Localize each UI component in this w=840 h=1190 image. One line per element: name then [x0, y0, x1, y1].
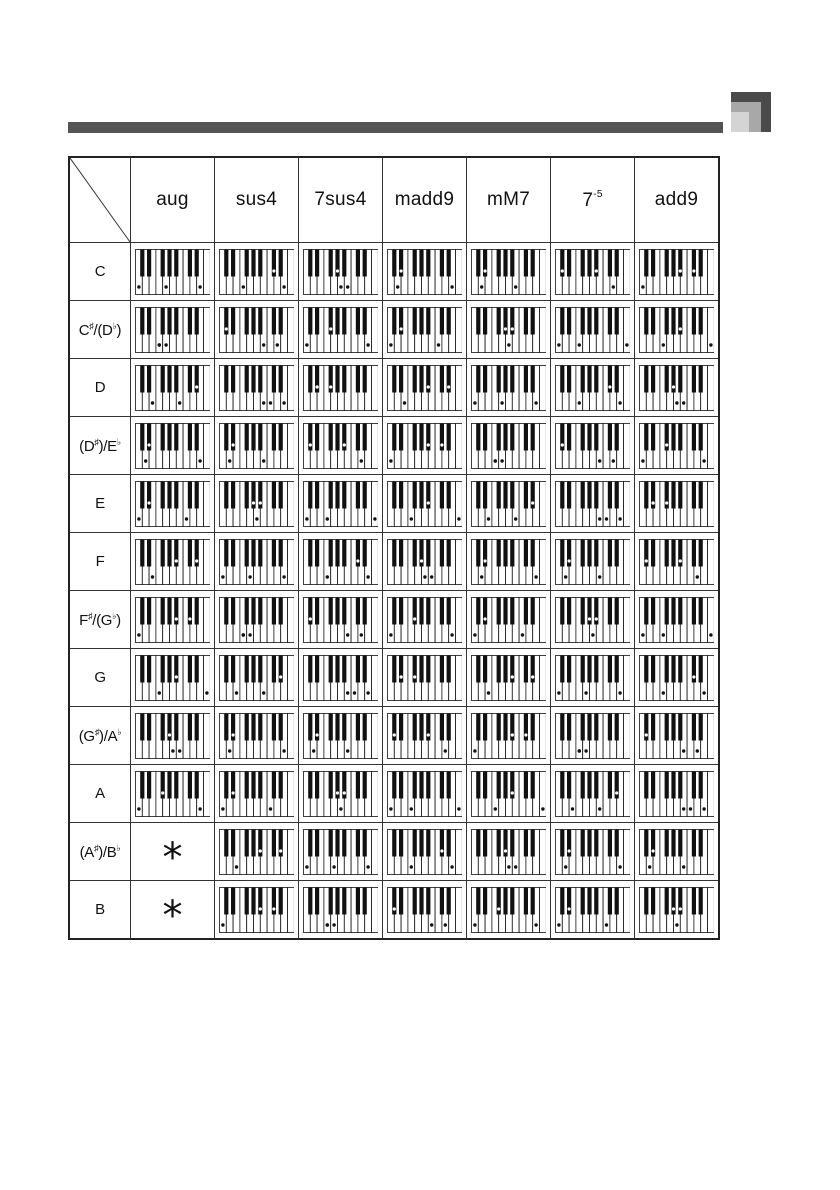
piano-keyboard-icon	[387, 365, 463, 411]
chord-row	[69, 417, 719, 475]
piano-keyboard-icon	[387, 771, 463, 817]
chord-cell	[131, 649, 215, 707]
chord-cell	[299, 243, 383, 301]
row-header	[69, 243, 131, 301]
piano-keyboard-icon	[471, 423, 547, 469]
accidental-symbol: ♯	[93, 842, 99, 853]
piano-keyboard-icon	[303, 423, 379, 469]
chord-row	[69, 823, 719, 881]
piano-keyboard-icon	[303, 597, 379, 643]
chord-cell	[551, 765, 635, 823]
chord-row	[69, 881, 719, 940]
column-header-superscript: -5	[593, 188, 603, 200]
piano-keyboard-icon	[471, 829, 547, 875]
chord-cell	[383, 417, 467, 475]
piano-keyboard-icon	[471, 655, 547, 701]
piano-keyboard-icon	[639, 713, 715, 759]
piano-keyboard-icon	[639, 597, 715, 643]
chord-cell	[467, 359, 551, 417]
chord-cell	[215, 649, 299, 707]
chord-cell	[551, 707, 635, 765]
row-header	[69, 707, 131, 765]
row-header-label: (A	[79, 843, 94, 861]
chord-cell	[551, 243, 635, 301]
piano-keyboard-icon	[303, 481, 379, 527]
chord-cell	[215, 533, 299, 591]
column-header-label: sus4	[235, 189, 278, 210]
chord-cell	[467, 591, 551, 649]
row-header-label: G	[94, 669, 106, 686]
chord-cell	[551, 359, 635, 417]
piano-keyboard-icon	[555, 713, 631, 759]
piano-keyboard-icon	[471, 887, 547, 933]
row-header	[69, 765, 131, 823]
chord-cell	[467, 881, 551, 940]
not-available-star: *	[162, 893, 183, 939]
chord-cell	[299, 707, 383, 765]
chord-cell	[635, 765, 720, 823]
piano-keyboard-icon	[219, 365, 295, 411]
piano-keyboard-icon	[219, 713, 295, 759]
chord-cell	[215, 881, 299, 940]
row-header	[69, 649, 131, 707]
row-header-label: )	[116, 611, 121, 629]
chord-cell	[383, 243, 467, 301]
piano-keyboard-icon	[555, 655, 631, 701]
chord-cell	[467, 475, 551, 533]
chord-cell	[383, 475, 467, 533]
chord-cell	[215, 475, 299, 533]
chord-cell	[299, 823, 383, 881]
row-header-label: /(D	[93, 321, 113, 339]
piano-keyboard-icon	[471, 481, 547, 527]
piano-keyboard-icon	[639, 771, 715, 817]
row-header-label: B	[95, 901, 105, 918]
piano-keyboard-icon	[387, 655, 463, 701]
column-header	[551, 157, 635, 243]
piano-keyboard-icon	[303, 771, 379, 817]
chord-cell	[383, 881, 467, 940]
accidental-symbol: ♭	[112, 610, 117, 621]
chord-cell	[131, 417, 215, 475]
column-header	[299, 157, 383, 243]
row-header-label: D	[94, 379, 106, 396]
header-bar	[68, 122, 723, 133]
chord-cell	[131, 823, 215, 881]
not-available-star: *	[162, 835, 183, 881]
piano-keyboard-icon	[135, 655, 211, 701]
chord-table	[68, 156, 720, 940]
piano-keyboard-icon	[303, 307, 379, 353]
row-header	[69, 591, 131, 649]
accidental-symbol: ♭	[112, 320, 117, 331]
piano-keyboard-icon	[555, 597, 631, 643]
chord-cell	[635, 649, 720, 707]
piano-keyboard-icon	[555, 365, 631, 411]
piano-keyboard-icon	[219, 249, 295, 295]
piano-keyboard-icon	[303, 713, 379, 759]
accidental-symbol: ♭	[116, 436, 121, 447]
chord-row	[69, 707, 719, 765]
chord-cell	[131, 765, 215, 823]
chord-row	[69, 243, 719, 301]
chord-cell	[383, 765, 467, 823]
piano-keyboard-icon	[303, 887, 379, 933]
chord-cell	[551, 823, 635, 881]
chord-cell	[383, 301, 467, 359]
row-header-label: )/A	[99, 727, 118, 745]
chord-cell	[551, 417, 635, 475]
row-header	[69, 823, 131, 881]
chord-cell	[215, 591, 299, 649]
piano-keyboard-icon	[639, 539, 715, 585]
piano-keyboard-icon	[219, 423, 295, 469]
chord-cell	[299, 591, 383, 649]
piano-keyboard-icon	[387, 887, 463, 933]
column-header	[215, 157, 299, 243]
piano-keyboard-icon	[471, 539, 547, 585]
piano-keyboard-icon	[555, 249, 631, 295]
chord-cell	[215, 301, 299, 359]
piano-keyboard-icon	[639, 423, 715, 469]
row-header-label: )/E	[98, 437, 117, 455]
piano-keyboard-icon	[135, 365, 211, 411]
row-header	[69, 533, 131, 591]
chord-cell	[383, 649, 467, 707]
column-header	[635, 157, 720, 243]
chord-cell	[299, 765, 383, 823]
piano-keyboard-icon	[135, 539, 211, 585]
row-header-label: )/B	[98, 843, 117, 861]
chord-cell	[383, 823, 467, 881]
corner-tab-icon	[731, 92, 771, 132]
row-header	[69, 475, 131, 533]
chord-cell	[551, 649, 635, 707]
column-header-label: 7	[582, 189, 594, 211]
piano-keyboard-icon	[639, 365, 715, 411]
chord-cell	[299, 533, 383, 591]
piano-keyboard-icon	[639, 249, 715, 295]
row-header	[69, 359, 131, 417]
piano-keyboard-icon	[135, 307, 211, 353]
corner-cell	[69, 157, 131, 243]
chord-cell	[635, 417, 720, 475]
row-header-label: C	[94, 263, 106, 280]
accidental-symbol: ♭	[117, 726, 122, 737]
piano-keyboard-icon	[471, 249, 547, 295]
chord-cell	[635, 823, 720, 881]
chord-cell	[467, 417, 551, 475]
chord-cell	[467, 707, 551, 765]
chord-cell	[635, 533, 720, 591]
chord-cell	[131, 591, 215, 649]
chord-row	[69, 591, 719, 649]
chord-cell	[131, 359, 215, 417]
piano-keyboard-icon	[135, 713, 211, 759]
piano-keyboard-icon	[387, 597, 463, 643]
diagonal-divider-icon	[70, 158, 130, 242]
row-header	[69, 301, 131, 359]
chord-cell	[467, 765, 551, 823]
piano-keyboard-icon	[639, 655, 715, 701]
column-header-label: 7sus4	[314, 189, 367, 210]
chord-cell	[131, 533, 215, 591]
piano-keyboard-icon	[471, 597, 547, 643]
chord-cell	[299, 301, 383, 359]
piano-keyboard-icon	[303, 249, 379, 295]
chord-cell	[299, 475, 383, 533]
row-header-label: (G	[78, 727, 95, 745]
chord-cell	[215, 417, 299, 475]
accidental-symbol: ♯	[89, 320, 94, 331]
piano-keyboard-icon	[555, 829, 631, 875]
column-header-label: madd9	[394, 189, 455, 210]
chord-cell	[551, 881, 635, 940]
piano-keyboard-icon	[387, 307, 463, 353]
piano-keyboard-icon	[219, 887, 295, 933]
piano-keyboard-icon	[303, 539, 379, 585]
chord-cell	[635, 243, 720, 301]
piano-keyboard-icon	[471, 307, 547, 353]
row-header	[69, 881, 131, 940]
chord-cell	[635, 591, 720, 649]
chord-cell	[299, 649, 383, 707]
chord-cell	[551, 475, 635, 533]
chord-cell	[131, 881, 215, 940]
row-header-label: (D	[79, 437, 95, 455]
row-header-label: F	[95, 553, 105, 570]
row-header-label: F	[79, 611, 89, 629]
chord-cell	[383, 591, 467, 649]
piano-keyboard-icon	[639, 481, 715, 527]
piano-keyboard-icon	[555, 887, 631, 933]
chord-cell	[635, 881, 720, 940]
chord-cell	[467, 649, 551, 707]
piano-keyboard-icon	[387, 481, 463, 527]
column-header	[467, 157, 551, 243]
piano-keyboard-icon	[387, 249, 463, 295]
row-header-label: )	[116, 321, 122, 339]
chord-cell	[215, 823, 299, 881]
chord-cell	[215, 707, 299, 765]
chord-cell	[551, 591, 635, 649]
chord-row	[69, 765, 719, 823]
piano-keyboard-icon	[471, 365, 547, 411]
piano-keyboard-icon	[135, 771, 211, 817]
piano-keyboard-icon	[639, 307, 715, 353]
chord-row	[69, 301, 719, 359]
chord-cell	[383, 707, 467, 765]
chord-cell	[383, 359, 467, 417]
piano-keyboard-icon	[135, 597, 211, 643]
column-header-label: mM7	[486, 189, 531, 210]
piano-keyboard-icon	[555, 481, 631, 527]
chord-row	[69, 649, 719, 707]
piano-keyboard-icon	[135, 249, 211, 295]
piano-keyboard-icon	[219, 539, 295, 585]
chord-row	[69, 359, 719, 417]
chord-cell	[131, 707, 215, 765]
column-header-label: add9	[654, 189, 699, 210]
chord-cell	[635, 707, 720, 765]
chord-cell	[467, 533, 551, 591]
chord-cell	[131, 475, 215, 533]
column-header-label: aug	[156, 189, 189, 210]
chord-cell	[215, 765, 299, 823]
chord-cell	[215, 243, 299, 301]
piano-keyboard-icon	[555, 307, 631, 353]
piano-keyboard-icon	[387, 539, 463, 585]
chord-cell	[551, 533, 635, 591]
chord-row	[69, 533, 719, 591]
column-header	[383, 157, 467, 243]
row-header-label: A	[95, 785, 105, 802]
chord-cell	[635, 475, 720, 533]
piano-keyboard-icon	[471, 713, 547, 759]
row-header-label: C	[78, 321, 90, 339]
piano-keyboard-icon	[471, 771, 547, 817]
column-header	[131, 157, 215, 243]
chord-cell	[467, 301, 551, 359]
accidental-symbol: ♭	[116, 842, 121, 853]
piano-keyboard-icon	[219, 481, 295, 527]
piano-keyboard-icon	[303, 829, 379, 875]
piano-keyboard-icon	[219, 307, 295, 353]
row-header-label: E	[95, 495, 105, 512]
piano-keyboard-icon	[135, 423, 211, 469]
piano-keyboard-icon	[219, 829, 295, 875]
piano-keyboard-icon	[219, 655, 295, 701]
chord-cell	[131, 301, 215, 359]
chord-cell	[299, 417, 383, 475]
row-header	[69, 417, 131, 475]
chord-cell	[635, 301, 720, 359]
chord-cell	[383, 533, 467, 591]
accidental-symbol: ♯	[94, 726, 100, 737]
chord-cell	[551, 301, 635, 359]
row-header-label: /(G	[92, 611, 113, 629]
piano-keyboard-icon	[639, 829, 715, 875]
piano-keyboard-icon	[387, 713, 463, 759]
chord-cell	[299, 359, 383, 417]
chord-cell	[635, 359, 720, 417]
piano-keyboard-icon	[555, 539, 631, 585]
piano-keyboard-icon	[387, 423, 463, 469]
accidental-symbol: ♯	[88, 610, 93, 621]
piano-keyboard-icon	[219, 771, 295, 817]
piano-keyboard-icon	[387, 829, 463, 875]
piano-keyboard-icon	[303, 655, 379, 701]
chord-cell	[467, 823, 551, 881]
piano-keyboard-icon	[219, 597, 295, 643]
chord-cell	[467, 243, 551, 301]
piano-keyboard-icon	[555, 771, 631, 817]
chord-cell	[215, 359, 299, 417]
piano-keyboard-icon	[135, 481, 211, 527]
chord-cell	[131, 243, 215, 301]
chord-row	[69, 475, 719, 533]
chord-cell	[299, 881, 383, 940]
piano-keyboard-icon	[639, 887, 715, 933]
piano-keyboard-icon	[303, 365, 379, 411]
piano-keyboard-icon	[555, 423, 631, 469]
accidental-symbol: ♯	[94, 436, 99, 447]
